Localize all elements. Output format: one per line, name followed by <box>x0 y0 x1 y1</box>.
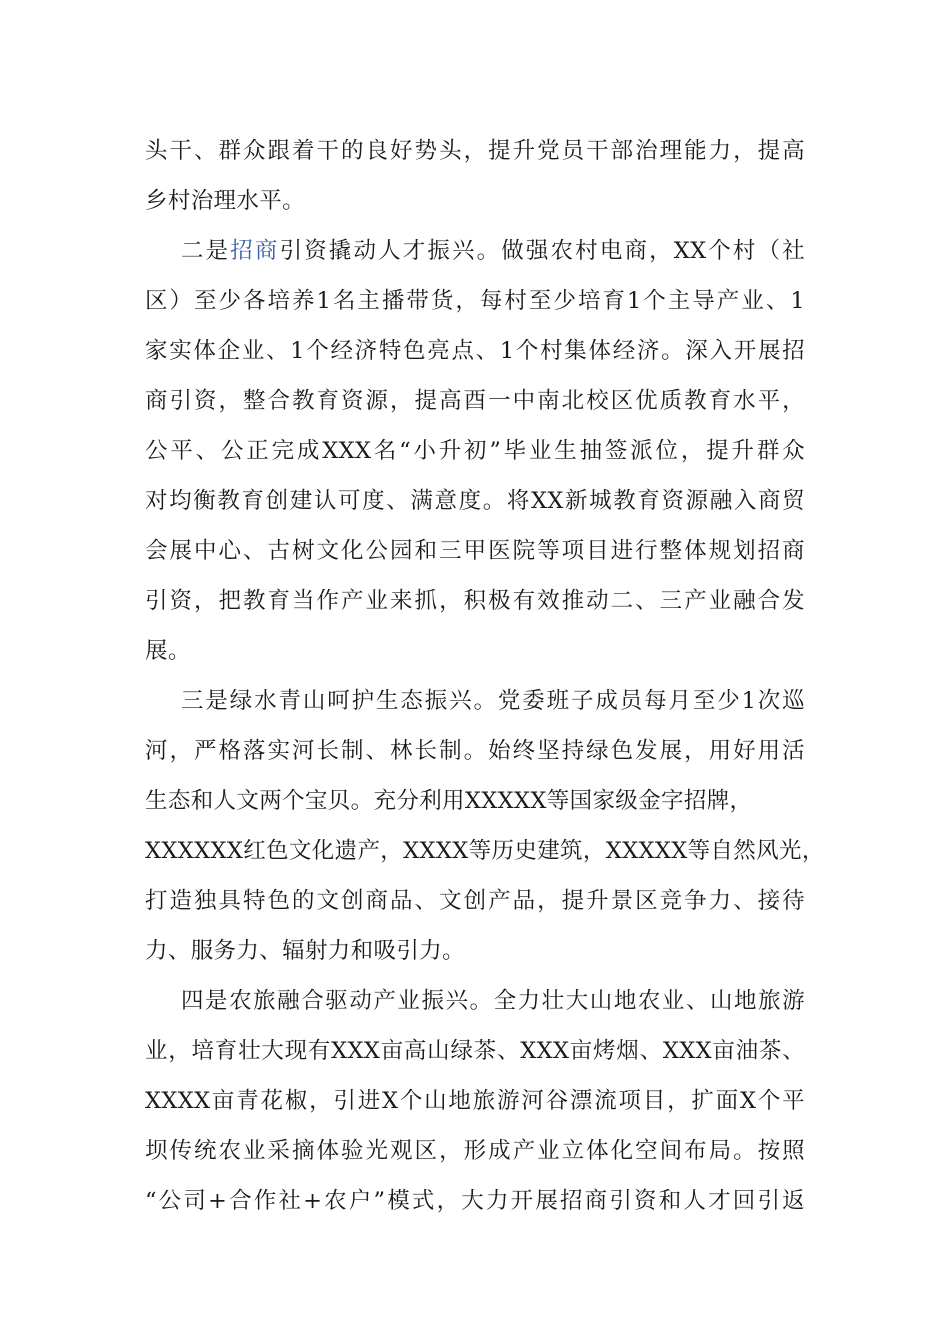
text-fragment: 二是 <box>181 238 231 264</box>
text-line: 头干、群众跟着干的良好势头，提升党员干部治理能力，提高 <box>145 138 805 164</box>
paragraph-2-first-line <box>181 236 805 266</box>
text-line: XXXXXX红色文化遗产，XXXX等历史建筑，XXXXX等自然风光， <box>145 838 825 864</box>
text-line: 会展中心、古树文化公园和三甲医院等项目进行整体规划招商 <box>145 538 805 564</box>
text-line: 公平、公正完成XXX名“小升初”毕业生抽签派位，提升群众 <box>145 438 805 464</box>
text-line: 区）至少各培养1名主播带货，每村至少培育1个主导产业、1 <box>145 288 805 314</box>
text-line: 河，严格落实河长制、林长制。始终坚持绿色发展，用好用活 <box>145 738 805 764</box>
text-line: 坝传统农业采摘体验光观区，形成产业立体化空间布局。按照 <box>145 1138 805 1164</box>
text-line: 引资，把教育当作产业来抓，积极有效推动二、三产业融合发 <box>145 588 805 614</box>
text-line: 展。 <box>145 638 191 664</box>
text-line: 业，培育壮大现有XXX亩高山绿茶、XXX亩烤烟、XXX亩油茶、 <box>145 1038 805 1064</box>
text-line: 家实体企业、1个经济特色亮点、1个村集体经济。深入开展招 <box>145 338 805 364</box>
highlighted-term-link[interactable]: 招商 <box>230 238 280 264</box>
text-line: XXXX亩青花椒，引进X个山地旅游河谷漂流项目，扩面X个平 <box>145 1088 805 1114</box>
text-line: 乡村治理水平。 <box>145 188 305 214</box>
text-line: 力、服务力、辐射力和吸引力。 <box>145 938 465 964</box>
text-line: 商引资，整合教育资源，提高酉一中南北校区优质教育水平， <box>145 388 805 414</box>
paragraph-3-first-line: 三是绿水青山呵护生态振兴。党委班子成员每月至少1次巡 <box>181 688 805 714</box>
paragraph-4-first-line: 四是农旅融合驱动产业振兴。全力壮大山地农业、山地旅游 <box>181 988 805 1014</box>
text-line: 对均衡教育创建认可度、满意度。将XX新城教育资源融入商贸 <box>145 488 805 514</box>
text-line: 打造独具特色的文创商品、文创产品，提升景区竞争力、接待 <box>145 888 805 914</box>
text-line: 生态和人文两个宝贝。充分利用XXXXX等国家级金字招牌， <box>145 788 753 814</box>
text-line: “公司+合作社+农户”模式，大力开展招商引资和人才回引返 <box>145 1188 805 1214</box>
text-fragment: 引资撬动人才振兴。做强农村电商，XX个村（社 <box>279 238 806 264</box>
